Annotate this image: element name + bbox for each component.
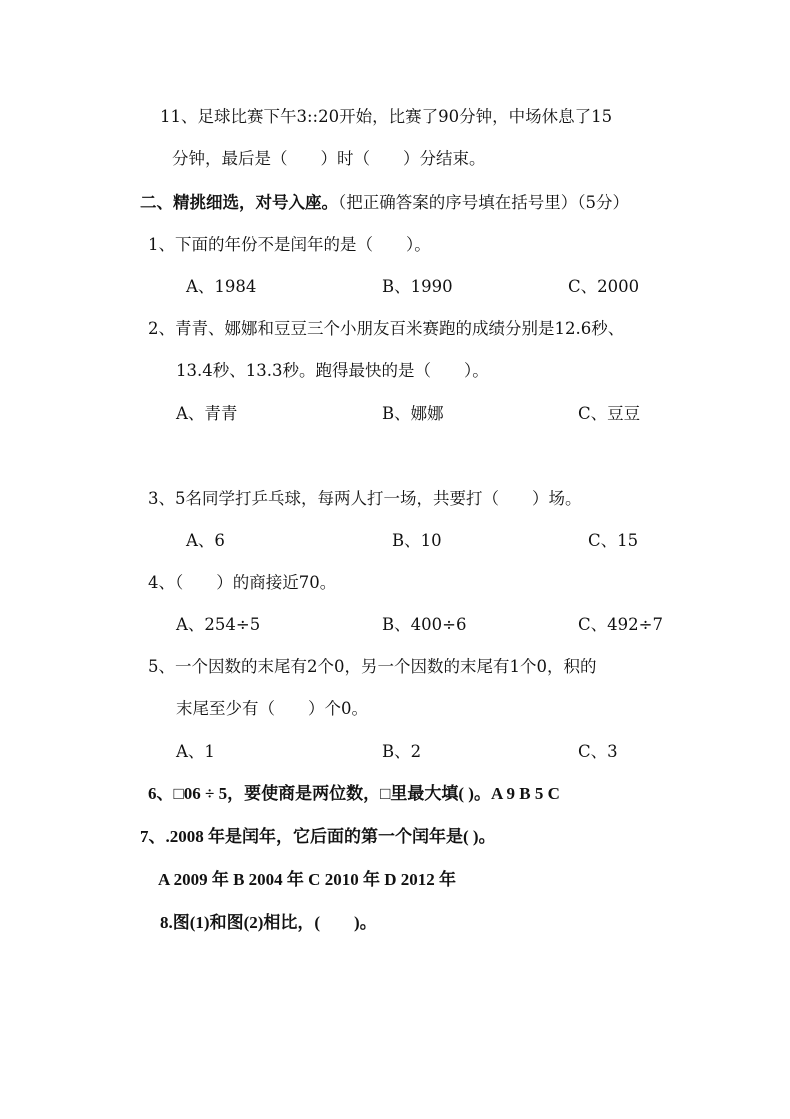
q11-line-1: 11、足球比赛下午3::20开始，比赛了90分钟，中场休息了15 <box>160 107 613 126</box>
q3-option-b: B、10 <box>392 531 442 550</box>
section-2-heading <box>140 192 629 214</box>
q1-text: 1、下面的年份不是闰年的是（ ）。 <box>148 235 431 254</box>
q2-option-c: C、豆豆 <box>578 404 641 423</box>
q8-text: 8.图(1)和图(2)相比，( )。 <box>160 913 377 932</box>
q4-text: 4、（ ）的商接近70。 <box>148 573 337 592</box>
q6-text: 6、□06 ÷ 5，要使商是两位数，□里最大填( )。A 9 B 5 C <box>148 784 560 803</box>
q3-option-c: C、15 <box>588 531 639 550</box>
section-2-note: （把正确答案的序号填在括号里）（5分） <box>338 193 629 212</box>
section-2-title: 二、精挑细选，对号入座。 <box>140 193 338 212</box>
q7-options: A 2009 年 B 2004 年 C 2010 年 D 2012 年 <box>158 870 456 889</box>
q2-option-a: A、青青 <box>176 404 238 423</box>
q5-line-1: 5、一个因数的末尾有2个0，另一个因数的末尾有1个0，积的 <box>148 657 597 676</box>
q1-option-a: A、1984 <box>186 277 257 296</box>
q7-text: 7、.2008 年是闰年，它后面的第一个闰年是( )。 <box>140 827 496 846</box>
q1-option-c: C、2000 <box>568 277 640 296</box>
q3-option-a: A、6 <box>186 531 225 550</box>
q1-option-b: B、1990 <box>382 277 453 296</box>
q11-line-2: 分钟，最后是（ ）时（ ）分结束。 <box>172 149 486 168</box>
q2-line-2: 13.4秒、13.3秒。跑得最快的是（ ）。 <box>176 361 489 380</box>
q5-option-b: B、2 <box>382 742 422 761</box>
q2-option-b: B、娜娜 <box>382 404 444 423</box>
q4-option-b: B、400÷6 <box>382 615 467 634</box>
q5-option-c: C、3 <box>578 742 618 761</box>
q5-line-2: 末尾至少有（ ）个0。 <box>176 699 368 718</box>
q3-text: 3、5名同学打乒乓球，每两人打一场，共要打（ ）场。 <box>148 489 582 508</box>
q4-option-a: A、254÷5 <box>176 615 261 634</box>
q5-option-a: A、1 <box>176 742 215 761</box>
q2-line-1: 2、青青、娜娜和豆豆三个小朋友百米赛跑的成绩分别是12.6秒、 <box>148 319 625 338</box>
q4-option-c: C、492÷7 <box>578 615 663 634</box>
